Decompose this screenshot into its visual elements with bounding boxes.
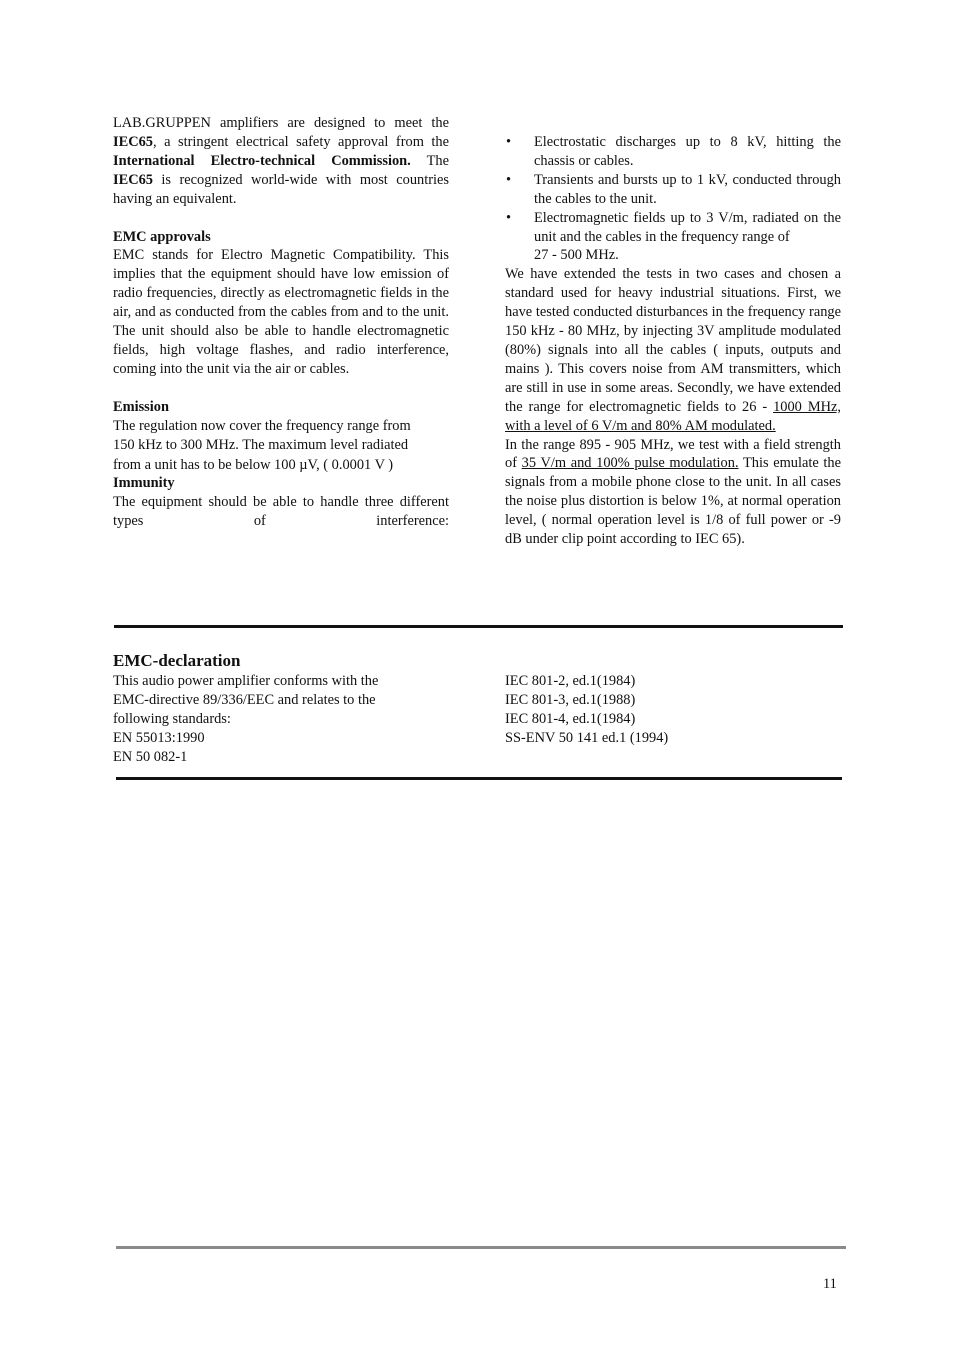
intro-paragraph <box>113 114 449 209</box>
iec65-bold-1: IEC65 <box>113 133 153 150</box>
intro-text-4: is recognized world-wide with most countries having an equivalent. <box>113 171 449 207</box>
emission-line-1: The regulation now cover the frequency range from <box>113 417 411 434</box>
emission-line-3: from a unit has to be below 100 µV, ( 0.0001 V ) <box>113 456 394 473</box>
declaration-line: EMC-directive 89/336/EEC and relates to the <box>113 691 376 708</box>
immunity-text: The equipment should be able to handle three different types of interference: <box>113 494 449 530</box>
emc-approvals-text: EMC stands for Electro Magnetic Compatibility. This implies that the equipment should have low emission of radio frequencies, directly as electromagnetic fields in the air, and as conducted from the cables from and to the unit. The unit should also be able to handle electromagnetic fields, high voltage flashes, and radio interference, coming into the unit via the air or cables. <box>113 247 449 377</box>
standard-item: EN 50 082-1 <box>113 748 188 765</box>
emc-declaration-title: EMC-declaration <box>113 651 241 670</box>
standard-item: IEC 801-4, ed.1(1984) <box>505 710 636 727</box>
left-column <box>113 114 449 531</box>
section-divider-bottom <box>116 777 842 780</box>
section-divider-top <box>114 625 843 628</box>
right-column <box>505 133 841 549</box>
list-item: • Electrostatic discharges up to 8 kV, hitting the chassis or cables. <box>505 133 841 171</box>
immunity-heading: Immunity <box>113 475 175 492</box>
emission-line-2: 150 kHz to 300 MHz. The maximum level radiated <box>113 436 409 453</box>
footer-rule <box>116 1246 846 1249</box>
standard-item: SS-ENV 50 141 ed.1 (1994) <box>505 729 669 746</box>
bullet-3-text: Electromagnetic fields up to 3 V/m, radiated on the unit and the cables in the frequency range of <box>534 209 841 245</box>
iec-commission-bold: International Electro-technical Commission. <box>113 152 411 169</box>
mobile-phone-text-1: In the range 895 - 905 MHz, we test with a field strength of <box>505 436 841 472</box>
standard-item: IEC 801-2, ed.1(1984) <box>505 673 636 689</box>
mobile-phone-underlined: 35 V/m and 100% pulse modulation. <box>521 455 739 472</box>
extended-tests-text: We have extended the tests in two cases and chosen a standard used for heavy industrial situations. First, we have tested conducted disturbances in the frequency range 150 kHz - 80 MHz, by injecting 3V amplitude modulated (80%) signals into all the cables ( inputs, outputs and mains ). This covers noise from AM transmitters, which are still in use in some areas. Secondly, we have extended the range for electromagnetic fields to 26 - <box>505 266 841 415</box>
extended-tests-paragraph <box>505 265 841 435</box>
interference-list <box>505 133 841 265</box>
intro-text-1: LAB.GRUPPEN amplifiers are designed to meet the <box>113 115 449 131</box>
bullet-3-range: 27 - 500 MHz. <box>534 247 619 264</box>
list-item <box>505 209 841 266</box>
iec65-bold-2: IEC65 <box>113 171 153 188</box>
list-item: • Transients and bursts up to 1 kV, conducted through the cables to the unit. <box>505 171 841 209</box>
emc-approvals-heading: EMC approvals <box>113 228 211 245</box>
page-number: 11 <box>823 1276 837 1292</box>
intro-text-3: The <box>410 152 449 169</box>
standard-item: IEC 801-3, ed.1(1988) <box>505 691 636 708</box>
standard-item: EN 55013:1990 <box>113 729 205 746</box>
mobile-phone-text-2: This emulate the signals from a mobile phone close to the unit. In all cases the noise plus distortion is below 1%, at normal operation level, ( normal operation level is 1/8 of full power or -9 dB under clip point according to IEC 65). <box>505 455 841 548</box>
emc-declaration-right <box>505 672 841 748</box>
intro-text-2: , a stringent electrical safety approval from the <box>152 133 449 150</box>
declaration-line: following standards: <box>113 710 231 727</box>
declaration-line: This audio power amplifier conforms with the <box>113 673 379 689</box>
emc-declaration-left <box>113 672 473 767</box>
extended-tests-underlined: 1000 MHz, with a level of 6 V/m and 80% AM modulated. <box>505 398 841 434</box>
mobile-phone-paragraph <box>505 436 841 549</box>
emission-heading: Emission <box>113 398 169 415</box>
